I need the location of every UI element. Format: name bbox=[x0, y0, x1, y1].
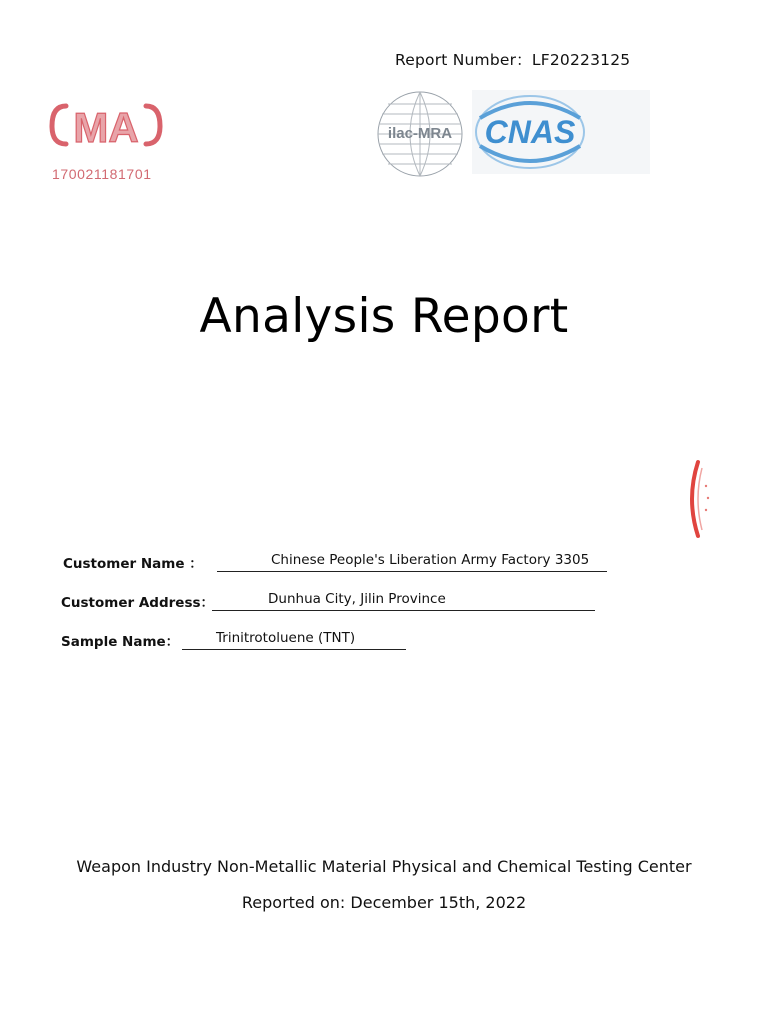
customer-name-text: Chinese People's Liberation Army Factory 3305 bbox=[271, 552, 590, 568]
seal-icon bbox=[684, 458, 714, 540]
report-number-label: Report Number： bbox=[395, 51, 532, 69]
ilac-cnas-mark-icon bbox=[372, 84, 652, 184]
sample-name-value bbox=[182, 630, 406, 650]
report-number-value: LF20223125 bbox=[531, 51, 631, 69]
sample-name-text: Trinitrotoluene (TNT) bbox=[216, 630, 356, 646]
cma-text: MA bbox=[73, 104, 139, 151]
ilac-globe-icon bbox=[378, 92, 462, 176]
customer-address-text: Dunhua City, Jilin Province bbox=[268, 591, 446, 607]
page-title: Analysis Report bbox=[199, 289, 569, 345]
customer-name-label: Customer Name ： bbox=[63, 556, 203, 572]
sample-name-row bbox=[61, 630, 461, 652]
sample-name-label: Sample Name： bbox=[61, 634, 180, 650]
testing-center-name: Weapon Industry Non-Metallic Material Physical and Chemical Testing Center bbox=[76, 857, 692, 876]
red-seal-fragment bbox=[684, 458, 714, 540]
report-number-line bbox=[395, 48, 630, 70]
customer-address-row bbox=[61, 591, 621, 613]
report-date: Reported on: December 15th, 2022 bbox=[241, 893, 527, 912]
cma-mark-icon bbox=[48, 100, 166, 166]
customer-address-value bbox=[212, 591, 595, 611]
customer-name-value bbox=[217, 552, 607, 572]
cnas-text: CNAS bbox=[484, 114, 576, 150]
ilac-text: ilac-MRA bbox=[387, 125, 453, 142]
cma-certificate-number: 170021181701 bbox=[52, 166, 152, 182]
cnas-logo bbox=[372, 84, 652, 184]
customer-name-row bbox=[63, 552, 623, 574]
customer-address-label: Customer Address： bbox=[61, 595, 215, 611]
